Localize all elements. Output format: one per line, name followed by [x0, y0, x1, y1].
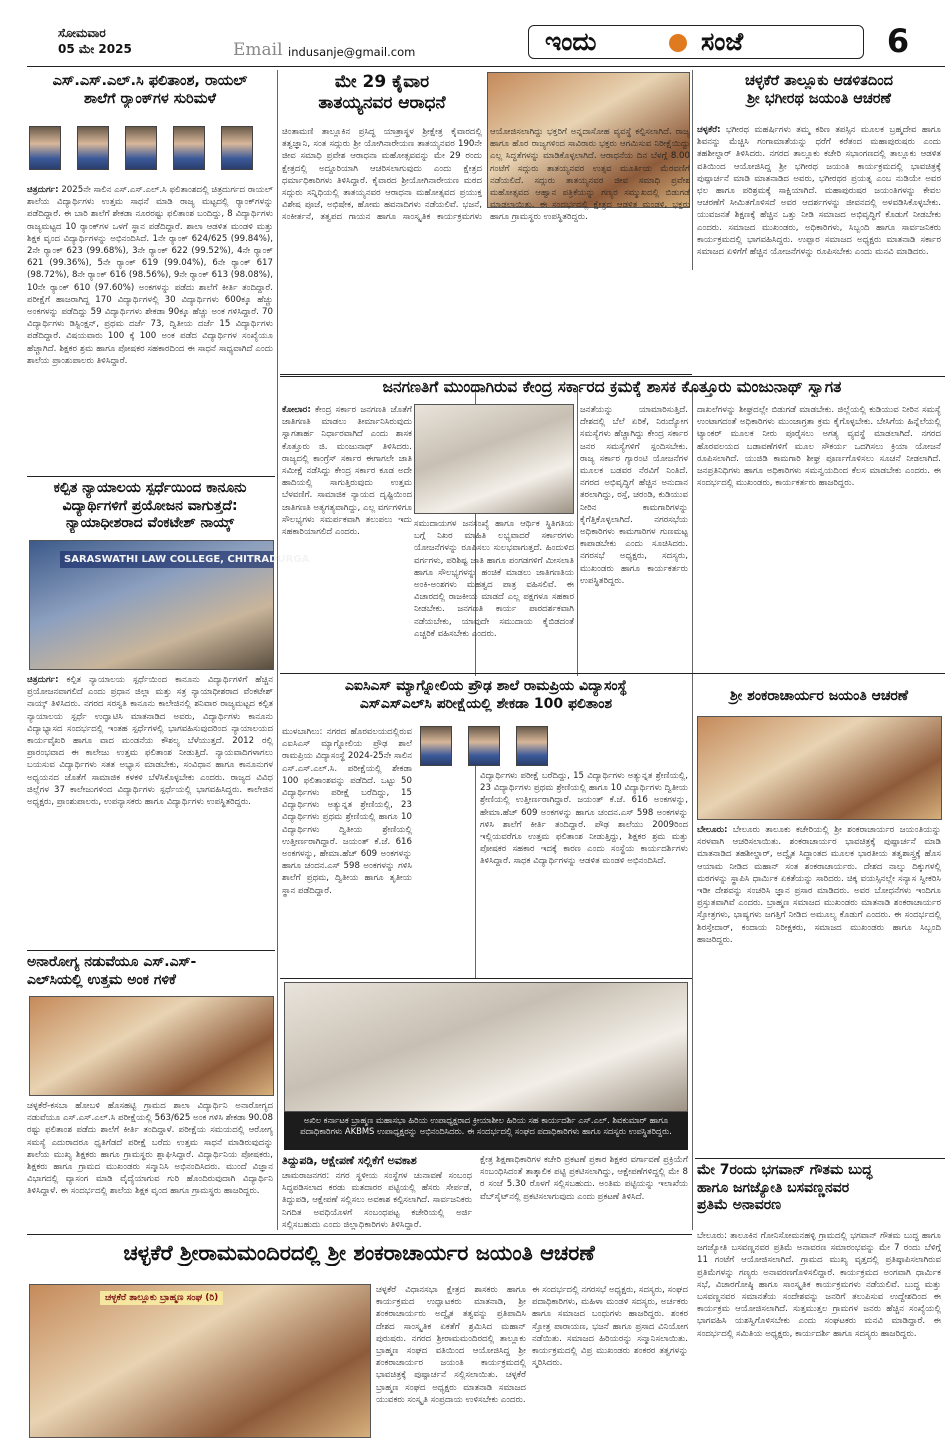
kaiwara-headline-line2: ತಾತಯ್ಯನವರ ಆರಾಧನೆ [318, 93, 446, 114]
email-label: Email [233, 40, 283, 60]
census-body-right: ಜನತೆಯನ್ನು ಯಾಮಾರಿಸುತ್ತಿದೆ. ದೇಶದಲ್ಲಿ ಬೆಲೆ ಏರಿಕೆ, ನಿರುದ್ಯೋಗ ಸಮಸ್ಯೆಗಳು ಹೆಚ್ಚಾಗಿದ್ದು ಕೇಂದ್ರ ಸರ್ಕಾರ ಜನರ ಸಮಸ್ಯೆಗಳಿಗೆ ಸ್ಪಂದಿಸಬೇಕು. ರಾಜ್ಯ ಸರ್ಕಾರ ಗ್ಯಾರಂಟಿ ಯೋಜನೆಗಳ ಮೂಲಕ ಬಡವರ ನೆರವಿಗೆ ನಿಂತಿದೆ. ನಗರದ ಅಭಿವೃದ್ಧಿಗೆ ಹೆಚ್ಚಿನ ಅನುದಾನ ತರಲಾಗಿದ್ದು, ರಸ್ತೆ, ಚರಂಡಿ, ಕುಡಿಯುವ ನೀರಿನ ಕಾಮಗಾರಿಗಳನ್ನು ಕೈಗೆತ್ತಿಕೊಳ್ಳಲಾಗಿದೆ. ನಗರಸಭೆಯ ಅಧಿಕಾರಿಗಳು ಕಾಮಗಾರಿಗಳ ಗುಣಮಟ್ಟ ಕಾಪಾಡಬೇಕು ಎಂದು ಸೂಚಿಸಿದರು. ನಗರಸಭೆ ಅಧ್ಯಕ್ಷರು, ಸದಸ್ಯರು, ಮುಖಂಡರು ಹಾಗೂ ಕಾರ್ಯಕರ್ತರು ಉಪಸ್ಥಿತರಿದ್ದರು. [580, 405, 688, 586]
buddha-headline-line3: ಪ್ರತಿಮೆ ಅನಾವರಣ [697, 1197, 782, 1213]
law-college-photo [29, 540, 310, 670]
student-photo [516, 726, 548, 766]
buddha-headline [697, 1162, 941, 1215]
census-text-left: ಕೇಂದ್ರ ಸರ್ಕಾರ ಜನಗಣತಿ ಜೊತೆಗೆ ಜಾತಿಗಣತಿ ಮಾಡಲು ತೀರ್ಮಾನಿಸಿರುವುದು ಸ್ವಾಗತಾರ್ಹ ನಿರ್ಧಾರವಾಗಿದೆ ಎಂದು ಶಾಸಕ ಕೊತ್ತೂರು ಜಿ. ಮಂಜುನಾಥ್ ತಿಳಿಸಿದರು. ರಾಜ್ಯದಲ್ಲಿ ಕಾಂಗ್ರೆಸ್ ಸರ್ಕಾರ ಈಗಾಗಲೇ ಜಾತಿ ಸಮೀಕ್ಷೆ ನಡೆಸಿದ್ದು ಕೇಂದ್ರ ಸರ್ಕಾರ ಕೂಡ ಅದೇ ಹಾದಿಯಲ್ಲಿ ಸಾಗುತ್ತಿರುವುದು ಉತ್ತಮ ಬೆಳವಣಿಗೆ. ಸಾಮಾಜಿಕ ನ್ಯಾಯದ ದೃಷ್ಟಿಯಿಂದ ಜಾತಿಗಣತಿ ಅತ್ಯಗತ್ಯವಾಗಿದ್ದು, ಎಲ್ಲ ವರ್ಗಗಳಿಗೂ ಸೌಲಭ್ಯಗಳು ಸಮರ್ಪಕವಾಗಿ ತಲುಪಲು ಇದು ಸಹಕಾರಿಯಾಗಲಿದೆ ಎಂದರು. [282, 405, 412, 538]
tiptur-body-left: ಚಾಮರಾಜನಗರ: ನಗರ ಸ್ಥಳೀಯ ಸಂಸ್ಥೆಗಳ ಚುನಾವಣೆ ಸಂಬಂಧ ಸಿದ್ಧಪಡಿಸಲಾದ ಕರಡು ಮತದಾರರ ಪಟ್ಟಿಯಲ್ಲಿ ಹೆಸರು ಸೇರ್ಪಡೆ, ತಿದ್ದುಪಡಿ, ಆಕ್ಷೇಪಣೆ ಸಲ್ಲಿಸಲು ಅವಕಾಶ ಕಲ್ಪಿಸಲಾಗಿದೆ. ಸಾರ್ವಜನಿಕರು ನಿಗದಿತ ಅವಧಿಯೊಳಗೆ ಸಂಬಂಧಪಟ್ಟ ಕಚೇರಿಯಲ್ಲಿ ಅರ್ಜಿ ಸಲ್ಲಿಸಬಹುದು ಎಂದು ಜಿಲ್ಲಾಧಿಕಾರಿಗಳು ತಿಳಿಸಿದ್ದಾರೆ. [282, 1171, 472, 1230]
buddha-headline-line1: ಮೇ 7ರಂದು ಭಗವಾನ್ ಗೌತಮ ಬುದ್ಧ [697, 1162, 873, 1178]
sslc-rank-headline-line1: ಎಸ್.ಎಸ್.ಎಲ್.ಸಿ ಫಲಿತಾಂಶ, ರಾಯಲ್ [52, 73, 248, 89]
kaiwara-headline-line1: ಮೇ 29 ಕೈವಾರ [334, 72, 430, 92]
buddha-body: ಬೇಲೂರು: ತಾಲೂಕಿನ ಗೋನಿಸೋಮನಹಳ್ಳಿ ಗ್ರಾಮದಲ್ಲಿ ಭಗವಾನ್ ಗೌತಮ ಬುದ್ಧ ಹಾಗೂ ಜಗಜ್ಯೋತಿ ಬಸವಣ್ಣನವರ ಪ್ರತಿಮೆ ಅನಾವರಣ ಸಮಾರಂಭವನ್ನು ಮೇ 7 ರಂದು ಬೆಳಿಗ್ಗೆ 11 ಗಂಟೆಗೆ ಆಯೋಜಿಸಲಾಗಿದೆ. ಗ್ರಾಮದ ಮುಖ್ಯ ವೃತ್ತದಲ್ಲಿ ಪ್ರತಿಷ್ಠಾಪಿಸಲಾಗಿರುವ ಪ್ರತಿಮೆಗಳನ್ನು ಗಣ್ಯರು ಅನಾವರಣಗೊಳಿಸಲಿದ್ದಾರೆ. ಕಾರ್ಯಕ್ರಮದ ಅಂಗವಾಗಿ ಧಾರ್ಮಿಕ ಸಭೆ, ವಿಚಾರಗೋಷ್ಠಿ ಹಾಗೂ ಸಾಂಸ್ಕೃತಿಕ ಕಾರ್ಯಕ್ರಮಗಳು ನಡೆಯಲಿವೆ. ಬುದ್ಧ ಮತ್ತು ಬಸವಣ್ಣನವರ ಸಮಾನತೆಯ ಸಂದೇಶವನ್ನು ಜನರಿಗೆ ತಲುಪಿಸುವ ಉದ್ದೇಶದಿಂದ ಈ ಕಾರ್ಯಕ್ರಮ ಆಯೋಜಿಸಲಾಗಿದೆ. ಸುತ್ತಮುತ್ತಲ ಗ್ರಾಮಗಳ ಜನರು ಹೆಚ್ಚಿನ ಸಂಖ್ಯೆಯಲ್ಲಿ ಭಾಗವಹಿಸಿ ಯಶಸ್ವಿಗೊಳಿಸಬೇಕು ಎಂದು ಸಂಘಟಕರು ಮನವಿ ಮಾಡಿದ್ದಾರೆ. ಈ ಸಂದರ್ಭದಲ್ಲಿ ಸಮಿತಿಯ ಅಧ್ಯಕ್ಷರು, ಕಾರ್ಯದರ್ಶಿ ಹಾಗೂ ಸದಸ್ಯರು ಹಾಜರಿದ್ದರು. [697, 1231, 941, 1339]
sslc-marks-body: ಚಳ್ಳಕೆರೆ-ಕಸಬಾ ಹೋಬಳಿ ಹೊಸಹಟ್ಟಿ ಗ್ರಾಮದ ಶಾಲಾ ವಿದ್ಯಾರ್ಥಿನಿ ಅನಾರೋಗ್ಯದ ನಡುವೆಯೂ ಎಸ್.ಎಸ್.ಎಲ್.ಸಿ ಪರೀಕ್ಷೆಯಲ್ಲಿ 563/625 ಅಂಕ ಗಳಿಸಿ ಶೇಕಡಾ 90.08 ರಷ್ಟು ಫಲಿತಾಂಶ ಪಡೆದು ಶಾಲೆಗೆ ಕೀರ್ತಿ ತಂದಿದ್ದಾಳೆ. ಪರೀಕ್ಷೆಯ ಸಮಯದಲ್ಲಿ ಆರೋಗ್ಯ ಸಮಸ್ಯೆ ಎದುರಾದರೂ ಧೃತಿಗೆಡದೆ ಪರೀಕ್ಷೆ ಬರೆದು ಉತ್ತಮ ಸಾಧನೆ ಮಾಡಿರುವುದನ್ನು ಶಾಲೆಯ ಮುಖ್ಯ ಶಿಕ್ಷಕರು ಹಾಗೂ ಗ್ರಾಮಸ್ಥರು ಶ್ಲಾಘಿಸಿದ್ದಾರೆ. ವಿದ್ಯಾರ್ಥಿನಿಯ ಪೋಷಕರು, ಶಿಕ್ಷಕರು ಹಾಗೂ ಗ್ರಾಮದ ಮುಖಂಡರು ಸನ್ಮಾನಿಸಿ ಅಭಿನಂದಿಸಿದರು. ಮುಂದೆ ವಿಜ್ಞಾನ ವಿಭಾಗದಲ್ಲಿ ವ್ಯಾಸಂಗ ಮಾಡಿ ವೈದ್ಯೆಯಾಗುವ ಗುರಿ ಹೊಂದಿರುವುದಾಗಿ ವಿದ್ಯಾರ್ಥಿನಿ ತಿಳಿಸಿದ್ದಾಳೆ. ಈ ಸಂದರ್ಭದಲ್ಲಿ ಶಾಲೆಯ ಶಿಕ್ಷಕ ವೃಂದ ಹಾಗೂ ಗ್ರಾಮಸ್ಥರು ಹಾಜರಿದ್ದರು. [27, 1101, 273, 1197]
student-photo [125, 126, 157, 170]
census-body-far: ದಾಖಲೆಗಳನ್ನು ಶೀಘ್ರದಲ್ಲೇ ಬಿಡುಗಡೆ ಮಾಡಬೇಕು. ಜಿಲ್ಲೆಯಲ್ಲಿ ಕುಡಿಯುವ ನೀರಿನ ಸಮಸ್ಯೆ ಉಂಟಾಗದಂತೆ ಅಧಿಕಾರಿಗಳು ಮುಂಜಾಗ್ರತಾ ಕ್ರಮ ಕೈಗೊಳ್ಳಬೇಕು. ಬೇಸಿಗೆಯ ಹಿನ್ನೆಲೆಯಲ್ಲಿ ಟ್ಯಾಂಕರ್ ಮೂಲಕ ನೀರು ಪೂರೈಸಲು ಅಗತ್ಯ ವ್ಯವಸ್ಥೆ ಮಾಡಲಾಗಿದೆ. ನಗರದ ಹೊರವಲಯದ ಬಡಾವಣೆಗಳಿಗೆ ಮೂಲ ಸೌಕರ್ಯ ಒದಗಿಸಲು ಕ್ರಿಯಾ ಯೋಜನೆ ರೂಪಿಸಲಾಗಿದೆ. ಯುಜಿಡಿ ಕಾಮಗಾರಿ ಶೀಘ್ರ ಪೂರ್ಣಗೊಳಿಸಲು ಸೂಚನೆ ನೀಡಲಾಗಿದೆ. ಜನಪ್ರತಿನಿಧಿಗಳು ಹಾಗೂ ಅಧಿಕಾರಿಗಳು ಸಮನ್ವಯದಿಂದ ಕೆಲಸ ಮಾಡಬೇಕು ಎಂದರು. ಈ ಸಂದರ್ಭದಲ್ಲಿ ಮುಖಂಡರು, ಕಾರ್ಯಕರ್ತರು ಹಾಜರಿದ್ದರು. [697, 405, 941, 489]
tiptur-headline: ತಿದ್ದುಪಡಿ, ಆಕ್ಷೇಪಣೆ ಸಲ್ಲಿಕೆಗೆ ಅವಕಾಶ [282, 1154, 417, 1167]
school-result-headline-line1: ಎಐಸಿಎಸ್ ಮ್ಯಾಗ್ನೋಲಿಯ ಪ್ರೌಢ ಶಾಲೆ ರಾಮಪ್ರಿಯ ವಿದ್ಯಾಸಂಸ್ಥೆ [344, 678, 628, 694]
school-result-headline-line2: ಎಸ್‌ಎಸ್‌ಎಲ್‌ಸಿ ಪರೀಕ್ಷೆಯಲ್ಲಿ ಶೇಕಡಾ 100 ಫಲಿತಾಂಶ [359, 695, 613, 712]
ramamandira-banner: ಚಳ್ಳಕೆರೆ ತಾಲ್ಲೂಕು ಬ್ರಾಹ್ಮಣ ಸಂಘ (ರಿ) [100, 1291, 223, 1305]
shankaracharya-photo [697, 716, 942, 820]
shankaracharya-right-dateline: ಬೇಲೂರು: [697, 825, 728, 835]
shankaracharya-right-body [697, 824, 941, 1154]
shankaracharya-right-headline: ಶ್ರೀ ಶಂಕರಾಚಾರ್ಯರ ಜಯಂತಿ ಆಚರಣೆ [729, 688, 909, 704]
shankaracharya-right-text: ಬೇಲೂರು ತಾಲೂಕು ಕಚೇರಿಯಲ್ಲಿ ಶ್ರೀ ಶಂಕರಾಚಾರ್ಯರ ಜಯಂತಿಯನ್ನು ಸರಳವಾಗಿ ಆಚರಿಸಲಾಯಿತು. ಶಂಕರಾಚಾರ್ಯರ ಭಾವಚಿತ್ರಕ್ಕೆ ಪುಷ್ಪಾರ್ಚನೆ ಮಾಡಿ ಮಾತನಾಡಿದ ತಹಶೀಲ್ದಾರ್, ಅದ್ವೈತ ಸಿದ್ಧಾಂತದ ಮೂಲಕ ಭಾರತೀಯ ತತ್ವಶಾಸ್ತ್ರಕ್ಕೆ ಹೊಸ ಆಯಾಮ ನೀಡಿದ ಮಹಾನ್ ಸಂತ ಶಂಕರಾಚಾರ್ಯರು. ದೇಶದ ನಾಲ್ಕು ದಿಕ್ಕುಗಳಲ್ಲಿ ಮಠಗಳನ್ನು ಸ್ಥಾಪಿಸಿ ಧಾರ್ಮಿಕ ಏಕತೆಯನ್ನು ಸಾರಿದರು. ಚಿಕ್ಕ ವಯಸ್ಸಿನಲ್ಲೇ ಸನ್ಯಾಸ ಸ್ವೀಕರಿಸಿ ಇಡೀ ದೇಶವನ್ನು ಸಂಚರಿಸಿ ಜ್ಞಾನ ಪ್ರಸಾರ ಮಾಡಿದರು. ಅವರ ಬೋಧನೆಗಳು ಇಂದಿಗೂ ಪ್ರಸ್ತುತವಾಗಿವೆ ಎಂದರು. ಬ್ರಾಹ್ಮಣ ಸಮಾಜದ ಮುಖಂಡರು ಮಾತನಾಡಿ ಶಂಕರಾಚಾರ್ಯರ ಸ್ತೋತ್ರಗಳು, ಭಾಷ್ಯಗಳು ಜಗತ್ತಿಗೆ ನೀಡಿದ ಅಮೂಲ್ಯ ಕೊಡುಗೆ ಎಂದರು. ಈ ಸಂದರ್ಭದಲ್ಲಿ ಶಿರಸ್ತೇದಾರ್, ಕಂದಾಯ ನಿರೀಕ್ಷಕರು, ಸಮಾಜದ ಮುಖಂಡರು ಹಾಗೂ ಸಿಬ್ಬಂದಿ ಹಾಜರಿದ್ದರು. [697, 825, 941, 945]
masthead-date: 05 ಮೇ 2025 [58, 42, 132, 56]
logo-text-left: ಇಂದು [545, 27, 597, 56]
page-number: 6 [886, 22, 910, 60]
bhagiratha-text: ಭಗೀರಥ ಮಹರ್ಷಿಗಳು ತಮ್ಮ ಕಠಿಣ ತಪಸ್ಸಿನ ಮೂಲಕ ಬ್ರಹ್ಮದೇವ ಹಾಗೂ ಶಿವನನ್ನು ಮೆಚ್ಚಿಸಿ ಗಂಗಾಮಾತೆಯನ್ನು ಧರೆಗೆ ಕರೆತಂದ ಮಹಾಪುರುಷರು ಎಂದು ತಹಶೀಲ್ದಾರ್ ತಿಳಿಸಿದರು. ನಗರದ ತಾಲ್ಲೂಕು ಕಚೇರಿ ಸಭಾಂಗಣದಲ್ಲಿ ತಾಲ್ಲೂಕು ಆಡಳಿತ ವತಿಯಿಂದ ಆಯೋಜಿಸಿದ್ದ ಶ್ರೀ ಭಗೀರಥ ಜಯಂತಿ ಕಾರ್ಯಕ್ರಮದಲ್ಲಿ ಭಾವಚಿತ್ರಕ್ಕೆ ಪುಷ್ಪಾರ್ಚನೆ ಮಾಡಿ ಮಾತನಾಡಿದ ಅವರು, ಭಗೀರಥರ ಪ್ರಯತ್ನ ಎಂಬ ನುಡಿಯೇ ಅವರ ಛಲ ಹಾಗೂ ಪರಿಶ್ರಮಕ್ಕೆ ಸಾಕ್ಷಿಯಾಗಿದೆ. ಮಹಾಪುರುಷರ ಜಯಂತಿಗಳನ್ನು ಕೇವಲ ಆಚರಣೆಗೆ ಸೀಮಿತಗೊಳಿಸದೆ ಅವರ ಆದರ್ಶಗಳನ್ನು ಜೀವನದಲ್ಲಿ ಅಳವಡಿಸಿಕೊಳ್ಳಬೇಕು. ಯುವಜನತೆ ಶಿಕ್ಷಣಕ್ಕೆ ಹೆಚ್ಚಿನ ಒತ್ತು ನೀಡಿ ಸಮಾಜದ ಅಭಿವೃದ್ಧಿಗೆ ಕೊಡುಗೆ ನೀಡಬೇಕು ಎಂದರು. ಸಮಾಜದ ಮುಖಂಡರು, ಅಧಿಕಾರಿಗಳು, ಸಿಬ್ಬಂದಿ ಹಾಗೂ ಸಾರ್ವಜನಿಕರು ಕಾರ್ಯಕ್ರಮದಲ್ಲಿ ಭಾಗವಹಿಸಿದ್ದರು. ಉಪ್ಪಾರ ಸಮಾಜದ ಅಧ್ಯಕ್ಷರು ಮಾತನಾಡಿ ಸರ್ಕಾರ ಸಮಾಜದ ಏಳಿಗೆಗೆ ಹೆಚ್ಚಿನ ಯೋಜನೆಗಳನ್ನು ರೂಪಿಸಬೇಕು ಎಂದು ಮನವಿ ಮಾಡಿದರು. [697, 125, 941, 258]
school-result-body-left: ಮುಳಬಾಗಿಲು: ನಗರದ ಹೊರವಲಯದಲ್ಲಿರುವ ಎಐಸಿಎಸ್ ಮ್ಯಾಗ್ನೋಲಿಯ ಪ್ರೌಢ ಶಾಲೆ ರಾಮಪ್ರಿಯ ವಿದ್ಯಾಸಂಸ್ಥೆ 2024-25ನೇ ಸಾಲಿನ ಎಸ್.ಎಸ್.ಎಲ್.ಸಿ. ಪರೀಕ್ಷೆಯಲ್ಲಿ ಶೇಕಡಾ 100 ಫಲಿತಾಂಶವನ್ನು ಪಡೆದಿದೆ. ಒಟ್ಟು 50 ವಿದ್ಯಾರ್ಥಿಗಳು ಪರೀಕ್ಷೆ ಬರೆದಿದ್ದು, 15 ವಿದ್ಯಾರ್ಥಿಗಳು ಅತ್ಯುನ್ನತ ಶ್ರೇಣಿಯಲ್ಲಿ, 23 ವಿದ್ಯಾರ್ಥಿಗಳು ಪ್ರಥಮ ಶ್ರೇಣಿಯಲ್ಲಿ ಹಾಗೂ 10 ವಿದ್ಯಾರ್ಥಿಗಳು ದ್ವಿತೀಯ ಶ್ರೇಣಿಯಲ್ಲಿ ಉತ್ತೀರ್ಣರಾಗಿದ್ದಾರೆ. ಜಯಂತ್ ಕೆ.ಜೆ. 616 ಅಂಕಗಳನ್ನು, ಹೇಮಾ.ಹೆಚ್ 609 ಅಂಕಗಳನ್ನು ಹಾಗೂ ಚಂದನ.ಎಸ್ 598 ಅಂಕಗಳನ್ನು ಗಳಿಸಿ ಶಾಲೆಗೆ ಪ್ರಥಮ, ದ್ವಿತೀಯ ಹಾಗೂ ತೃತೀಯ ಸ್ಥಾನ ಪಡೆದಿದ್ದಾರೆ. [282, 727, 412, 896]
sslc-rank-dateline: ಚಿತ್ರದುರ್ಗ: [27, 185, 59, 195]
sslc-marks-headline [27, 954, 273, 989]
law-college-headline [27, 480, 273, 533]
sslc-marks-photo [29, 996, 274, 1096]
student-photo [173, 126, 205, 170]
sslc-marks-headline-line2: ಎಲ್‌ಸಿಯಲ್ಲಿ ಉತ್ತಮ ಅಂಕ ಗಳಿಕೆ [27, 971, 176, 988]
student-photo [221, 126, 253, 170]
ramamandira-body-left: ಚಳ್ಳಕೆರೆ ವಿಧಾನಸಭಾ ಕ್ಷೇತ್ರದ ಶಾಸಕರು ಹಾಗೂ ಕಾರ್ಯಕ್ರಮದ ಉದ್ಘಾಟಕರು ಮಾತನಾಡಿ, ಶ್ರೀ ಶಂಕರಾಚಾರ್ಯರು ಅದ್ವೈತ ತತ್ವವನ್ನು ಪ್ರತಿಪಾದಿಸಿ ದೇಶದ ಸಾಂಸ್ಕೃತಿಕ ಏಕತೆಗೆ ಶ್ರಮಿಸಿದ ಮಹಾನ್ ಪುರುಷರು. ನಗರದ ಶ್ರೀರಾಮಮಂದಿರದಲ್ಲಿ ತಾಲ್ಲೂಕು ಬ್ರಾಹ್ಮಣ ಸಂಘದ ವತಿಯಿಂದ ಆಯೋಜಿಸಿದ್ದ ಶ್ರೀ ಶಂಕರಾಚಾರ್ಯರ ಜಯಂತಿ ಕಾರ್ಯಕ್ರಮದಲ್ಲಿ ಭಾವಚಿತ್ರಕ್ಕೆ ಪುಷ್ಪಾರ್ಚನೆ ಸಲ್ಲಿಸಲಾಯಿತು. ಚಳ್ಳಕೆರೆ ಬ್ರಾಹ್ಮಣ ಸಂಘದ ಅಧ್ಯಕ್ಷರು ಮಾತನಾಡಿ ಸಮಾಜದ ಯುವಕರು ಸಂಸ್ಕೃತಿ ಸಂಪ್ರದಾಯ ಉಳಿಸಬೇಕು ಎಂದರು. [376, 1285, 526, 1405]
census-body-left [282, 404, 412, 666]
logo-text-right: ಸಂಜೆ [701, 27, 744, 56]
census-photo [414, 404, 574, 514]
student-photo [77, 126, 109, 170]
student-photos [27, 124, 275, 180]
sslc-marks-headline-line1: ಅನಾರೋಗ್ಯ ನಡುವೆಯೂ ಎಸ್.ಎಸ್- [27, 954, 197, 970]
kaiwara-body: ಚಿಂತಾಮಣಿ ತಾಲ್ಲೂಕಿನ ಪ್ರಸಿದ್ಧ ಯಾತ್ರಾಸ್ಥಳ ಶ್ರೀಕ್ಷೇತ್ರ ಕೈವಾರದಲ್ಲಿ ತತ್ವಜ್ಞಾನಿ, ಸಂತ ಸದ್ಗುರು ಶ್ರೀ ಯೋಗಿನಾರೇಯಣ ತಾತಯ್ಯನವರ 190ನೇ ಜೀವ ಸಮಾಧಿ ಪ್ರವೇಶ ಆರಾಧನಾ ಮಹೋತ್ಸವವನ್ನು ಮೇ 29 ರಂದು ಕ್ಷೇತ್ರದಲ್ಲಿ ಅದ್ದೂರಿಯಾಗಿ ಆಚರಿಸಲಾಗುವುದು ಎಂದು ಕ್ಷೇತ್ರದ ಧರ್ಮಾಧಿಕಾರಿಗಳು ತಿಳಿಸಿದ್ದಾರೆ. ಕೈವಾರದ ಶ್ರೀಯೋಗಿನಾರೇಯಣ ಮಠದ ಸದ್ಗುರು ಸನ್ನಿಧಿಯಲ್ಲಿ ತಾತಯ್ಯನವರ ಆರಾಧನಾ ಮಹೋತ್ಸವದ ಪ್ರಯುಕ್ತ ವಿಶೇಷ ಪೂಜೆ, ಅಭಿಷೇಕ, ಹೋಮ ಹವನಾದಿಗಳು ನಡೆಯಲಿವೆ. ಭಜನೆ, ಸಂಕೀರ್ತನೆ, ತತ್ವಪದ ಗಾಯನ ಹಾಗೂ ಸಾಂಸ್ಕೃತಿಕ ಕಾರ್ಯಕ್ರಮಗಳು ಆಯೋಜಿಸಲಾಗಿದ್ದು ಭಕ್ತರಿಗೆ ಅನ್ನದಾಸೋಹ ವ್ಯವಸ್ಥೆ ಕಲ್ಪಿಸಲಾಗಿದೆ. ರಾಜ್ಯ ಹಾಗೂ ಹೊರ ರಾಜ್ಯಗಳಿಂದ ಸಾವಿರಾರು ಭಕ್ತರು ಆಗಮಿಸುವ ನಿರೀಕ್ಷೆಯಿದ್ದು ಎಲ್ಲ ಸಿದ್ಧತೆಗಳನ್ನು ಮಾಡಿಕೊಳ್ಳಲಾಗಿದೆ. ಆರಾಧನೆಯ ದಿನ ಬೆಳಗ್ಗೆ 8.00 ಗಂಟೆಗೆ ಸದ್ಗುರು ತಾತಯ್ಯನವರ ಉತ್ಸವ ಮೂರ್ತಿಯ ಮೆರವಣಿಗೆ ನಡೆಯಲಿದೆ. ಸದ್ಗುರು ತಾತಯ್ಯನವರ ಜೀವ ಸಮಾಧಿ ಪ್ರವೇಶ ಮಹೋತ್ಸವದ ಆಹ್ವಾನ ಪತ್ರಿಕೆಯನ್ನು ಗಣ್ಯರ ಸಮ್ಮುಖದಲ್ಲಿ ಬಿಡುಗಡೆ ಮಾಡಲಾಯಿತು. ಈ ಸಂದರ್ಭದಲ್ಲಿ ಕ್ಷೇತ್ರದ ಆಡಳಿತ ಮಂಡಳಿ, ಭಕ್ತರು ಹಾಗೂ ಗ್ರಾಮಸ್ಥರು ಉಪಸ್ಥಿತರಿದ್ದರು. [282, 127, 690, 223]
law-college-headline-line3: ನ್ಯಾಯಾಧೀಶರಾದ ವೆಂಕಟೇಶ್ ನಾಯ್ಕ್ [65, 515, 235, 531]
student-photo [29, 126, 61, 170]
tiptur-body-right: ಕ್ಷೇತ್ರ ಶಿಕ್ಷಣಾಧಿಕಾರಿಗಳ ಕಚೇರಿ ಪ್ರಕಟಣೆ ಪ್ರಕಾರ ಶಿಕ್ಷಕರ ವರ್ಗಾವಣೆ ಪ್ರಕ್ರಿಯೆಗೆ ಸಂಬಂಧಿಸಿದಂತೆ ತಾತ್ಕಾಲಿಕ ಪಟ್ಟಿ ಪ್ರಕಟಿಸಲಾಗಿದ್ದು, ಆಕ್ಷೇಪಣೆಗಳಿದ್ದಲ್ಲಿ ಮೇ 8 ರ ಸಂಜೆ 5.30 ರೊಳಗೆ ಸಲ್ಲಿಸಬಹುದು. ಅಂತಿಮ ಪಟ್ಟಿಯನ್ನು ಇಲಾಖೆಯ ವೆಬ್‌ಸೈಟ್‌ನಲ್ಲಿ ಪ್ರಕಟಿಸಲಾಗುವುದು ಎಂದು ಪ್ರಕಟಣೆ ತಿಳಿಸಿದೆ. [480, 1155, 688, 1202]
law-college-text: ಕಲ್ಪಿತ ನ್ಯಾಯಾಲಯ ಸ್ಪರ್ಧೆಯಿಂದ ಕಾನೂನು ವಿದ್ಯಾರ್ಥಿಗಳಿಗೆ ಹೆಚ್ಚಿನ ಪ್ರಯೋಜನವಾಗಲಿದೆ ಎಂದು ಪ್ರಧಾನ ಜಿಲ್ಲಾ ಮತ್ತು ಸತ್ರ ನ್ಯಾಯಾಧೀಶರಾದ ವೆಂಕಟೇಶ್ ನಾಯ್ಕ್ ತಿಳಿಸಿದರು. ನಗರದ ಸರಸ್ವತಿ ಕಾನೂನು ಕಾಲೇಜಿನಲ್ಲಿ ಶನಿವಾರ ರಾಜ್ಯಮಟ್ಟದ ಕಲ್ಪಿತ ನ್ಯಾಯಾಲಯ ಸ್ಪರ್ಧೆ ಉದ್ಘಾಟಿಸಿ ಮಾತನಾಡಿದ ಅವರು, ವಿದ್ಯಾರ್ಥಿಗಳು ಕಾನೂನು ವಿದ್ಯಾಭ್ಯಾಸದ ಸಂದರ್ಭದಲ್ಲಿ ಇಂತಹ ಸ್ಪರ್ಧೆಗಳಲ್ಲಿ ಭಾಗವಹಿಸುವುದರಿಂದ ನ್ಯಾಯಾಲಯದ ಕಾರ್ಯವೈಖರಿ ಹಾಗೂ ವಾದ ಮಂಡನೆಯ ಕೌಶಲ್ಯ ಬೆಳೆಯುತ್ತದೆ. 2012 ರಲ್ಲಿ ಪ್ರಾರಂಭವಾದ ಈ ಕಾಲೇಜು ಉತ್ತಮ ಫಲಿತಾಂಶ ನೀಡುತ್ತಿದೆ. ನ್ಯಾಯವಾದಿಗಳಾಗಲು ಬಯಸುವ ವಿದ್ಯಾರ್ಥಿಗಳು ಸತತ ಅಭ್ಯಾಸ ಮಾಡಬೇಕು, ಸಂವಿಧಾನ ಹಾಗೂ ಕಾನೂನುಗಳ ಅಧ್ಯಯನದ ಜೊತೆಗೆ ಸಾಮಾಜಿಕ ಕಳಕಳಿ ಬೆಳೆಸಿಕೊಳ್ಳಬೇಕು ಎಂದರು. ರಾಜ್ಯದ ವಿವಿಧ ಜಿಲ್ಲೆಗಳ 37 ಕಾಲೇಜುಗಳಿಂದ ವಿದ್ಯಾರ್ಥಿಗಳು ಸ್ಪರ್ಧೆಯಲ್ಲಿ ಭಾಗವಹಿಸಿದ್ದರು. ಕಾಲೇಜಿನ ಅಧ್ಯಕ್ಷರು, ಪ್ರಾಂಶುಪಾಲರು, ಉಪನ್ಯಾಸಕರು ಹಾಗೂ ವಿದ್ಯಾರ್ಥಿಗಳು ಉಪಸ್ಥಿತರಿದ್ದರು. [27, 675, 273, 808]
kaiwara-headline [282, 72, 482, 115]
census-body-middle: ಸಮುದಾಯಗಳ ಜನಸಂಖ್ಯೆ ಹಾಗೂ ಆರ್ಥಿಕ ಸ್ಥಿತಿಗತಿಯ ಬಗ್ಗೆ ನಿಖರ ಮಾಹಿತಿ ಲಭ್ಯವಾದರೆ ಸರ್ಕಾರಗಳು ಯೋಜನೆಗಳನ್ನು ರೂಪಿಸಲು ಸುಲಭವಾಗುತ್ತದೆ. ಹಿಂದುಳಿದ ವರ್ಗಗಳು, ಪರಿಶಿಷ್ಟ ಜಾತಿ ಹಾಗೂ ಪಂಗಡಗಳಿಗೆ ಮೀಸಲಾತಿ ಹಾಗೂ ಸೌಲಭ್ಯಗಳನ್ನು ಹಂಚಿಕೆ ಮಾಡಲು ಜಾತಿಗಣತಿಯ ಅಂಕಿ-ಅಂಶಗಳು ಮಹತ್ವದ ಪಾತ್ರ ವಹಿಸಲಿವೆ. ಈ ವಿಚಾರದಲ್ಲಿ ರಾಜಕೀಯ ಮಾಡದೆ ಎಲ್ಲ ಪಕ್ಷಗಳೂ ಸಹಕಾರ ನೀಡಬೇಕು. ಜನಗಣತಿ ಕಾರ್ಯ ಪಾರದರ್ಶಕವಾಗಿ ನಡೆಯಬೇಕು, ಯಾವುದೇ ಸಮುದಾಯ ಕೈಬಿಡದಂತೆ ಎಚ್ಚರಿಕೆ ವಹಿಸಬೇಕು ಎಂದರು. [414, 519, 574, 639]
sslc-rank-text: 2025ನೇ ಸಾಲಿನ ಎಸ್.ಎಸ್.ಎಲ್.ಸಿ ಫಲಿತಾಂಶದಲ್ಲಿ ಚಿತ್ರದುರ್ಗದ ರಾಯಲ್ ಶಾಲೆಯ ವಿದ್ಯಾರ್ಥಿಗಳು ಉತ್ತಮ ಸಾಧನೆ ಮಾಡಿ ರಾಜ್ಯ ಮಟ್ಟದಲ್ಲಿ ರ್‍ಯಾಂಕ್‌ಗಳನ್ನು ಪಡೆದಿದ್ದಾರೆ. ಈ ಬಾರಿ ಶಾಲೆಗೆ ಶೇಕಡಾ ನೂರರಷ್ಟು ಫಲಿತಾಂಶ ಬಂದಿದ್ದು, 8 ವಿದ್ಯಾರ್ಥಿಗಳು ರಾಜ್ಯಮಟ್ಟದ 10 ರ್‍ಯಾಂಕ್‌ಗಳ ಒಳಗೆ ಸ್ಥಾನ ಪಡೆದಿದ್ದಾರೆ. ಶಾಲಾ ಆಡಳಿತ ಮಂಡಳಿ ಮತ್ತು ಶಿಕ್ಷಕ ವೃಂದ ವಿದ್ಯಾರ್ಥಿಗಳನ್ನು ಅಭಿನಂದಿಸಿದೆ. 1ನೇ ರ್‍ಯಾಂಕ್ 624/625 (99.84%), 2ನೇ ರ್‍ಯಾಂಕ್ 623 (99.68%), 3ನೇ ರ್‍ಯಾಂಕ್ 622 (99.52%), 4ನೇ ರ್‍ಯಾಂಕ್ 621 (99.36%), 5ನೇ ರ್‍ಯಾಂಕ್ 619 (99.04%), 6ನೇ ರ್‍ಯಾಂಕ್ 617 (98.72%), 8ನೇ ರ್‍ಯಾಂಕ್ 616 (98.56%), 9ನೇ ರ್‍ಯಾಂಕ್ 613 (98.08%), 10ನೇ ರ್‍ಯಾಂಕ್ 610 (97.60%) ಅಂಕಗಳನ್ನು ಪಡೆದು ಶಾಲೆಗೆ ಕೀರ್ತಿ ತಂದಿದ್ದಾರೆ. ಪರೀಕ್ಷೆಗೆ ಹಾಜರಾಗಿದ್ದ 170 ವಿದ್ಯಾರ್ಥಿಗಳಲ್ಲಿ 30 ವಿದ್ಯಾರ್ಥಿಗಳು 600ಕ್ಕೂ ಹೆಚ್ಚು ಅಂಕಗಳನ್ನು ಪಡೆದಿದ್ದು 59 ವಿದ್ಯಾರ್ಥಿಗಳು ಶೇಕಡಾ 90ಕ್ಕೂ ಹೆಚ್ಚು ಅಂಕ ಗಳಿಸಿದ್ದಾರೆ. 70 ವಿದ್ಯಾರ್ಥಿಗಳು ಡಿಸ್ಟಿಂಕ್ಷನ್, ಪ್ರಥಮ ದರ್ಜೆ 73, ದ್ವಿತೀಯ ದರ್ಜೆ 15 ವಿದ್ಯಾರ್ಥಿಗಳು ಪಡೆದಿದ್ದಾರೆ. ವಿಷಯವಾರು 100 ಕ್ಕೆ 100 ಅಂಕ ಪಡೆದ ವಿದ್ಯಾರ್ಥಿಗಳ ಸಂಖ್ಯೆಯೂ ಹೆಚ್ಚಾಗಿದೆ. ಶಿಕ್ಷಕರ ಶ್ರಮ ಹಾಗೂ ಪೋಷಕರ ಸಹಕಾರದಿಂದ ಈ ಸಾಧನೆ ಸಾಧ್ಯವಾಗಿದೆ ಎಂದು ಶಾಲೆಯ ಪ್ರಾಂಶುಪಾಲರು ತಿಳಿಸಿದ್ದಾರೆ. [27, 185, 273, 366]
masthead [0, 0, 945, 66]
ramamandira-photo [29, 1284, 371, 1438]
sslc-rank-headline-line2: ಶಾಲೆಗೆ ರ್‍ಯಾಂಕ್‌ಗಳ ಸುರಿಮಳೆ [84, 91, 216, 108]
law-college-dateline: ಚಿತ್ರದುರ್ಗ: [27, 675, 59, 685]
law-college-banner: SARASWATHI LAW COLLEGE, CHITRADURGA [60, 551, 273, 568]
akbms-photo [284, 982, 688, 1112]
sun-icon [669, 34, 687, 52]
bhagiratha-headline [697, 72, 941, 108]
akbms-caption: ಅಖಿಲ ಕರ್ನಾಟಕ ಬ್ರಾಹ್ಮಣ ಮಹಾಸಭಾ ಹಿರಿಯ ಉಪಾಧ್ಯಕ್ಷರಾದ ಕ್ರೀಯಾಶೀಲ ಹಿರಿಯ ಸಹ ಕಾರ್ಯದರ್ಶಿ ಎಸ್.ಎಲ್. ಶಿವಕುಮಾರ್ ಹಾಗೂ ಪದಾಧಿಕಾರಿಗಳು AKBMS ಉಪಾಧ್ಯಕ್ಷರನ್ನು ಅಭಿನಂದಿಸಿದರು. ಈ ಸಂದರ್ಭದಲ್ಲಿ ಸಂಘದ ಪದಾಧಿಕಾರಿಗಳು ಹಾಗೂ ಸದಸ್ಯರು ಉಪಸ್ಥಿತರಿದ್ದರು. [284, 1112, 688, 1150]
email-address: indusanje@gmail.com [288, 45, 416, 59]
census-headline: ಜನಗಣತಿಗೆ ಮುಂದಾಗಿರುವ ಕೇಂದ್ರ ಸರ್ಕಾರದ ಕ್ರಮಕ್ಕೆ ಶಾಸಕ ಕೊತ್ತೂರು ಮಂಜುನಾಥ್ ಸ್ವಾಗತ [382, 378, 842, 396]
ramamandira-body-right: ಈ ಸಂದರ್ಭದಲ್ಲಿ ನಗರಸಭೆ ಅಧ್ಯಕ್ಷರು, ಸದಸ್ಯರು, ಸಂಘದ ಪದಾಧಿಕಾರಿಗಳು, ಮಹಿಳಾ ಮಂಡಳಿ ಸದಸ್ಯರು, ಅರ್ಚಕರು ಹಾಗೂ ಸಮಾಜದ ಬಂಧುಗಳು ಹಾಜರಿದ್ದರು. ಶಂಕರ ಸ್ತೋತ್ರ ಪಾರಾಯಣ, ಭಜನೆ ಹಾಗೂ ಪ್ರಸಾದ ವಿನಿಯೋಗ ನಡೆಯಿತು. ಸಮಾಜದ ಹಿರಿಯರನ್ನು ಸನ್ಮಾನಿಸಲಾಯಿತು. ಕಾರ್ಯಕ್ರಮದಲ್ಲಿ ವಿಪ್ರ ಮುಖಂಡರು ಶಂಕರರ ತತ್ವಗಳನ್ನು ಸ್ಮರಿಸಿದರು. [532, 1285, 688, 1369]
student-photo [420, 726, 452, 766]
student-photo [468, 726, 500, 766]
law-college-headline-line1: ಕಲ್ಪಿತ ನ್ಯಾಯಾಲಯ ಸ್ಪರ್ಧೆಯಿಂದ ಕಾನೂನು [53, 480, 247, 496]
buddha-headline-line2: ಹಾಗೂ ಜಗಜ್ಯೋತಿ ಬಸವಣ್ಣನವರ [697, 1179, 850, 1196]
school-result-body-right: ವಿದ್ಯಾರ್ಥಿಗಳು ಪರೀಕ್ಷೆ ಬರೆದಿದ್ದು, 15 ವಿದ್ಯಾರ್ಥಿಗಳು ಅತ್ಯುನ್ನತ ಶ್ರೇಣಿಯಲ್ಲಿ, 23 ವಿದ್ಯಾರ್ಥಿಗಳು ಪ್ರಥಮ ಶ್ರೇಣಿಯಲ್ಲಿ ಹಾಗೂ 10 ವಿದ್ಯಾರ್ಥಿಗಳು ದ್ವಿತೀಯ ಶ್ರೇಣಿಯಲ್ಲಿ ಉತ್ತೀರ್ಣರಾಗಿದ್ದಾರೆ. ಜಯಂತ್ ಕೆ.ಜೆ. 616 ಅಂಕಗಳನ್ನು, ಹೇಮಾ.ಹೆಚ್ 609 ಅಂಕಗಳನ್ನು ಹಾಗೂ ಚಂದನ.ಎಸ್ 598 ಅಂಕಗಳನ್ನು ಗಳಿಸಿ ಶಾಲೆಗೆ ಕೀರ್ತಿ ತಂದಿದ್ದಾರೆ. ಪೌಢ ಶಾಲೆಯು 2009ರಿಂದ ಇಲ್ಲಿಯವರೆಗೂ ಉತ್ತಮ ಫಲಿತಾಂಶ ನೀಡುತ್ತಿದ್ದು, ಶಿಕ್ಷಕರ ಶ್ರಮ ಮತ್ತು ಪೋಷಕರ ಸಹಕಾರ ಇದಕ್ಕೆ ಕಾರಣ ಎಂದು ಸಂಸ್ಥೆಯ ಕಾರ್ಯದರ್ಶಿಗಳು ತಿಳಿಸಿದ್ದಾರೆ. ಸಾಧಕ ವಿದ್ಯಾರ್ಥಿಗಳನ್ನು ಆಡಳಿತ ಮಂಡಳಿ ಅಭಿನಂದಿಸಿದೆ. [480, 771, 688, 867]
bhagiratha-body [697, 124, 941, 372]
law-college-body [27, 674, 273, 946]
bhagiratha-headline-line2: ಶ್ರೀ ಭಗೀರಥ ಜಯಂತಿ ಆಚರಣೆ [746, 91, 892, 108]
ramamandira-headline: ಚಳ್ಳಕೆರೆ ಶ್ರೀರಾಮಮಂದಿರದಲ್ಲಿ ಶ್ರೀ ಶಂಕರಾಚಾರ್ಯರ ಜಯಂತಿ ಆಚರಣೆ [123, 1241, 595, 1265]
school-result-headline [282, 678, 690, 713]
newspaper-logo [528, 25, 864, 59]
sslc-rank-headline [27, 72, 273, 108]
bhagiratha-headline-line1: ಚಳ್ಳಕೆರೆ ತಾಲ್ಲೂಕು ಆಡಳಿತದಿಂದ [744, 73, 893, 89]
masthead-day: ಸೋಮವಾರ [58, 26, 106, 40]
sslc-rank-body [27, 184, 273, 472]
law-college-headline-line2: ವಿದ್ಯಾರ್ಥಿಗಳಿಗೆ ಪ್ರಯೋಜನ ವಾಗುತ್ತದೆ: [62, 497, 238, 514]
census-dateline: ಕೋಲಾರ: [282, 405, 311, 415]
bhagiratha-dateline: ಚಳ್ಳಕೆರೆ: [697, 125, 721, 135]
